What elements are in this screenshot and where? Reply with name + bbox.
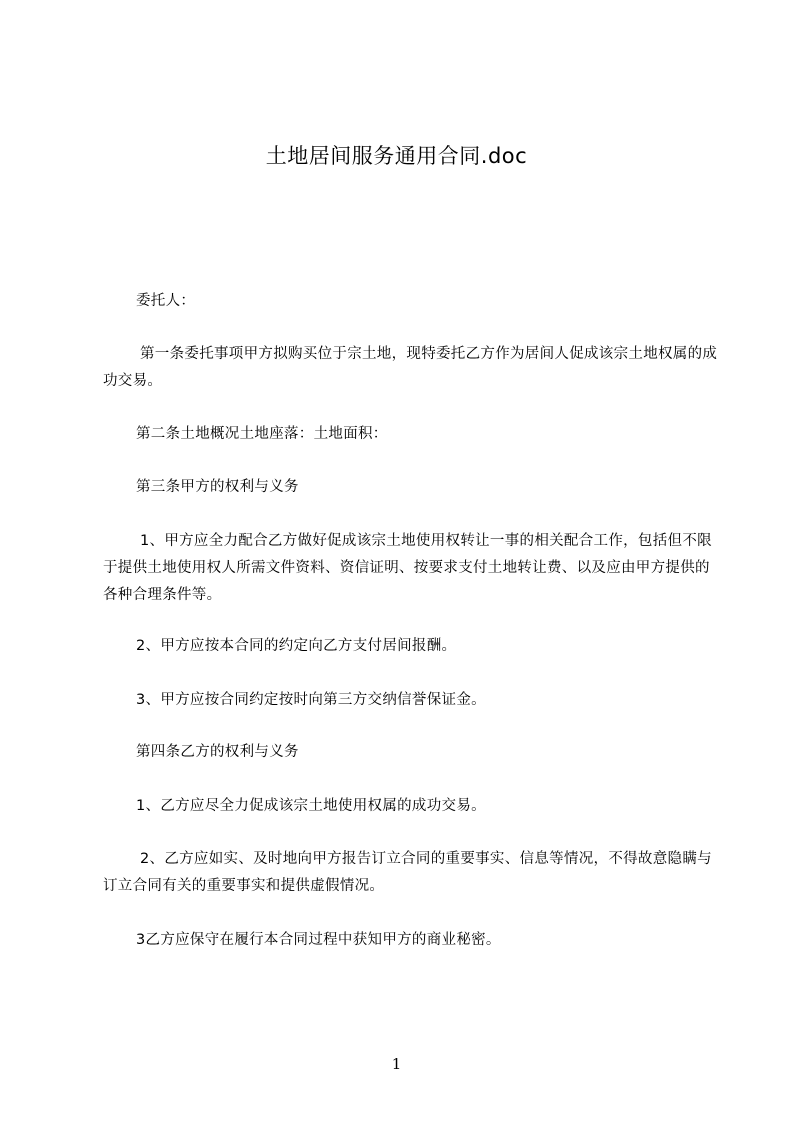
- paragraph-article-2: 第二条土地概况土地座落：土地面积：: [136, 426, 388, 442]
- document-title: 土地居间服务通用合同.doc: [265, 144, 528, 168]
- paragraph-article-4-item-1: 1、乙方应尽全力促成该宗土地使用权属的成功交易。: [136, 798, 486, 814]
- paragraph-principal: 委托人：: [136, 293, 196, 309]
- paragraph-article-4-item-2: 2、乙方应如实、及时地向甲方报告订立合同的重要事实、信息等情况，不得故意隐瞒与订立合同有关的重要事实和提供虚假情况。: [103, 851, 712, 894]
- paragraph-article-4-heading: 第四条乙方的权利与义务: [136, 744, 299, 760]
- paragraph-article-3-heading: 第三条甲方的权利与义务: [136, 479, 299, 495]
- paragraph-article-1: 第一条委托事项甲方拟购买位于宗土地，现特委托乙方作为居间人促成该宗土地权属的成功交易。: [103, 346, 718, 389]
- paragraph-article-3-item-2: 2、甲方应按本合同的约定向乙方支付居间报酬。: [136, 638, 457, 654]
- paragraph-article-3-item-3: 3、甲方应按合同约定按时向第三方交纳信誉保证金。: [136, 692, 486, 708]
- paragraph-article-3-item-1: 1、甲方应全力配合乙方做好促成该宗土地使用权转让一事的相关配合工作，包括但不限于提供土地使用权人所需文件资料、资信证明、按要求支付土地转让费、以及应由甲方提供的各种合理条件等。: [103, 533, 712, 603]
- page-number: 1: [391, 1055, 402, 1073]
- paragraph-article-4-item-3: 3乙方应保守在履行本合同过程中获知甲方的商业秘密。: [136, 932, 501, 948]
